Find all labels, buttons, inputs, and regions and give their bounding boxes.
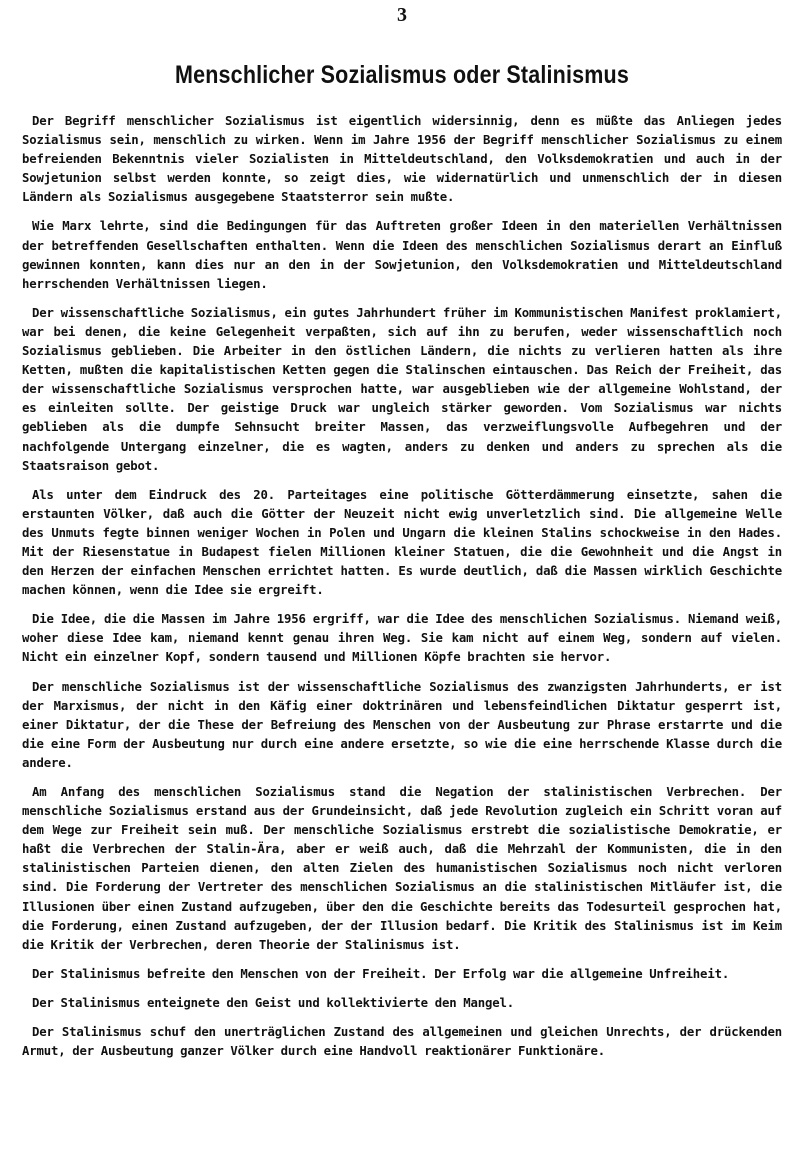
paragraph: Wie Marx lehrte, sind die Bedingungen für das Auftreten großer Ideen in den materiellen Verhältnissen der betreffenden Gesellschaften enthalten. Wenn die Ideen des menschlichen Sozialismus derart an Einfluß gewinnen konnten, kann dies nur an den in der Sowjetunion, den Volksdemokratien und Mitteldeutschland herrschenden Verhältnissen liegen. [22, 219, 782, 291]
paragraph: Der Stalinismus enteignete den Geist und kollektivierte den Mangel. [32, 995, 514, 1010]
page-number: 3 [397, 4, 407, 26]
paragraph: Am Anfang des menschlichen Sozialismus stand die Negation der stalinistischen Verbrechen. Der menschliche Sozialismus erstand aus der Grundeinsicht, daß jede Revolution zugleich ein Schritt voran auf dem Wege zur Freiheit sein muß. Der menschliche Sozialismus erstrebt die sozialistische Demokratie, er haßt die Verbrechen der Stalin-Ära, aber er weiß auch, daß die Mehrzahl der Kommunisten, die in den stalinistischen Parteien dienen, den alten Zielen des humanistischen Sozialismus noch nicht verloren sind. Die Forderung der Vertreter des menschlichen Sozialismus an die stalinistischen Mitläufer ist, die Illusionen über einen Zustand aufzugeben, über den die Geschichte bereits das Todesurteil gesprochen hat, die Forderung, einen Zustand aufzugeben, der der Illusion bedarf. Die Kritik des Stalinismus ist im Keim die Kritik der Verbrechen, deren Theorie der Stalinismus ist. [22, 785, 782, 952]
paragraph: Als unter dem Eindruck des 20. Parteitages eine politische Götterdämmerung einsetzte, sahen die erstaunten Völker, daß auch die Götter der Neuzeit nicht ewig unverletzlich sind. Die allgemeine Welle des Unmuts fegte binnen weniger Wochen in Polen und Ungarn die kleinen Stalins schockweise in den Hades. Mit der Riesenstatue in Budapest fielen Millionen kleiner Statuen, die die Gewohnheit und die Angst in den Herzen der einfachen Menschen errichtet hatten. Es wurde deutlich, daß die Massen wirklich Geschichte machen können, wenn die Idee sie ergreift. [22, 487, 782, 598]
paragraph: Der menschliche Sozialismus ist der wissenschaftliche Sozialismus des zwanzigsten Jahrhunderts, er ist der Marxismus, der nicht in den Käfig einer doktrinären und lebensfeindlichen Diktatur gesperrt ist, einer Diktatur, der die These der Befreiung des Menschen von der Ausbeutung zur Phrase erstarrte und die die eine Form der Ausbeutung nur durch eine andere ersetzte, so wie die eine herrschende Klasse durch die andere. [22, 679, 782, 770]
paragraph: Die Idee, die die Massen im Jahre 1956 ergriff, war die Idee des menschlichen Sozialismus. Niemand weiß, woher diese Idee kam, niemand kennt genau ihren Weg. Sie kam nicht auf einem Weg, sondern auf vielen. Nicht ein einzelner Kopf, sondern tausend und Millionen Köpfe brachten sie hervor. [22, 612, 782, 665]
paragraph: Der Stalinismus schuf den unerträglichen Zustand des allgemeinen und gleichen Unrechts, der drückenden Armut, der Ausbeutung ganzer Völker durch eine Handvoll reaktionärer Funktionäre. [22, 1025, 782, 1059]
paragraph: Der wissenschaftliche Sozialismus, ein gutes Jahrhundert früher im Kommunistischen Manifest proklamiert, war bei denen, die keine Gelegenheit verpaßten, sich auf ihn zu berufen, weder wissenschaftlich noch Sozialismus geblieben. Die Arbeiter in den östlichen Ländern, die nichts zu verlieren hatten als ihre Ketten, mußten die kapitalistischen Ketten gegen die Stalinschen eintauschen. Das Reich der Freiheit, das der wissenschaftliche Sozialismus versprochen hatte, war ausgeblieben wie der allgemeine Wohlstand, der es einleiten sollte. Der geistige Druck war ungleich stärker geworden. Vom Sozialismus war nichts geblieben als die dumpfe Sehnsucht breiter Massen, das verzweiflungsvolle Aufbegehren und der nachfolgende Untergang einzelner, die es wagten, anders zu denken und anders zu sprechen als die Staatsraison gebot. [22, 305, 782, 473]
article-body [22, 112, 782, 1061]
paragraph: Der Begriff menschlicher Sozialismus ist eigentlich widersinnig, denn es müßte das Anliegen jedes Sozialismus sein, menschlich zu wirken. Wenn im Jahre 1956 der Begriff menschlicher Sozialismus zu einem befreienden Bekenntnis vieler Sozialisten in Mitteldeutschland, den Volksdemokratien und auch in der Sowjetunion selbst werden konnte, so zeigt dies, wie widernatürlich und unmenschlich der in diesen Ländern als Sozialismus ausgegebene Staatsterror sein mußte. [22, 114, 782, 205]
page-title: Menschlicher Sozialismus oder Stalinismus [175, 61, 629, 89]
paragraph: Der Stalinismus befreite den Menschen von der Freiheit. Der Erfolg war die allgemeine Unfreiheit. [32, 966, 730, 981]
